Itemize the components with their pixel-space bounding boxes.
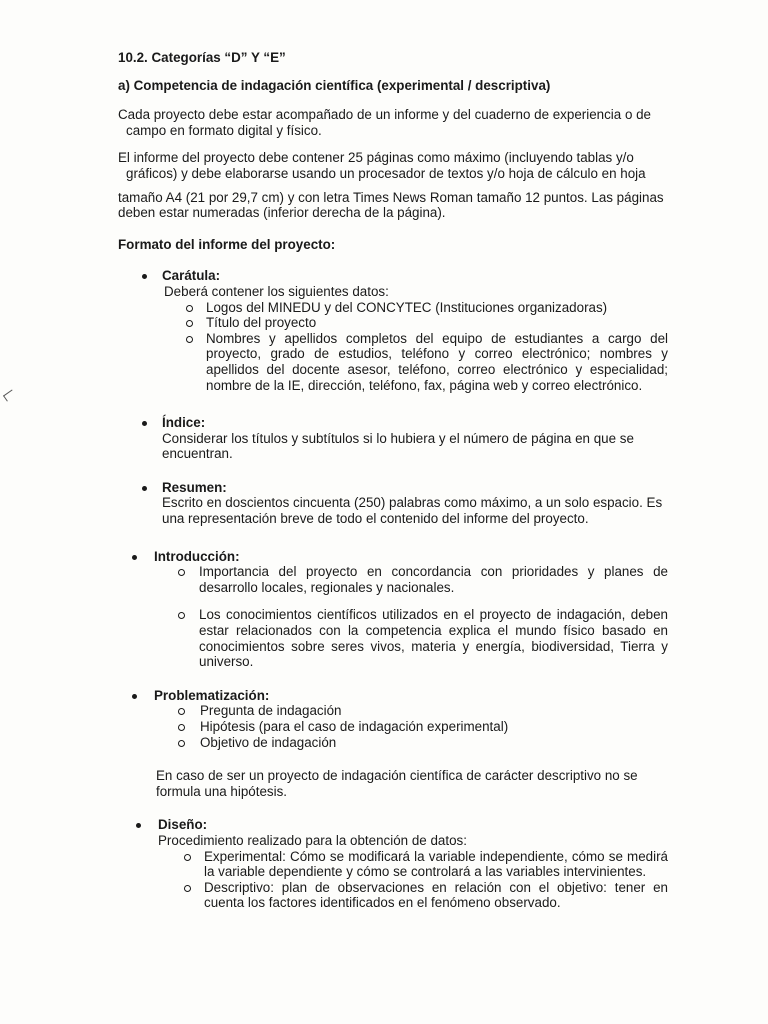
sub-bullet-circle [186, 305, 193, 312]
bullet-dot [136, 823, 141, 828]
resumen-text: Escrito en doscientos cincuenta (250) palabras como máximo, a un solo espacio. Es una representación breve de todo el contenido del informe del proyecto. [162, 495, 663, 527]
paragraph-1: Cada proyecto debe estar acompañado de un informe y del cuaderno de experiencia o de campo en formato digital y físico. [118, 107, 652, 138]
resumen-title: Resumen: [162, 479, 227, 495]
diseno-item-1 [158, 849, 668, 880]
caratula-section [118, 268, 668, 393]
diseno-item-text: Descriptivo: plan de observaciones en relación con el objetivo: tener en cuenta los factores identificados en el fenómeno observado. [204, 879, 668, 911]
sub-bullet-circle [178, 569, 185, 576]
resumen-section [118, 480, 668, 527]
sub-bullet-circle [178, 612, 185, 619]
sub-bullet-circle [184, 854, 191, 861]
caratula-item-text: Nombres y apellidos completos del equipo de estudiantes a cargo del proyecto, grado de estudios, teléfono y correo electrónico; nombres y apellidos del docente asesor, teléfono, correo electrónico y especialidad; nombre de la IE, dirección, teléfono, fax, página web y correo electrónico. [206, 330, 668, 393]
indice-title: Índice: [162, 415, 206, 431]
introduccion-section [118, 549, 668, 670]
sub-bullet-circle [184, 885, 191, 892]
sub-bullet-circle [178, 708, 185, 715]
problematizacion-section [118, 688, 668, 800]
diseno-intro: Procedimiento realizado para la obtención de datos: [158, 832, 467, 848]
problematizacion-item-text: Hipótesis (para el caso de indagación experimental) [200, 719, 509, 734]
problematizacion-item-3 [154, 735, 668, 751]
diseno-item-2 [158, 880, 668, 911]
sub-bullet-circle [186, 320, 193, 327]
sub-bullet-circle [178, 724, 185, 731]
problematizacion-item-2 [154, 719, 668, 735]
diseno-item-text: Experimental: Cómo se modificará la variable independiente, cómo se medirá la variable dependiente y cómo se controlará a las variables intervinientes. [204, 848, 668, 880]
paragraph-3: tamaño A4 (21 por 29,7 cm) y con letra Times News Roman tamaño 12 puntos. Las páginas deben estar numeradas (inferior derecha de la página). [118, 189, 664, 221]
caratula-title: Carátula: [162, 268, 221, 284]
problematizacion-item-text: Pregunta de indagación [200, 703, 342, 719]
problematizacion-item-1 [154, 703, 668, 719]
caratula-item-text: Título del proyecto [206, 315, 317, 331]
introduccion-title: Introducción: [154, 548, 240, 564]
section-subheading: a) Competencia de indagación científica (experimental / descriptiva) [118, 77, 551, 93]
paragraph-2: El informe del proyecto debe contener 25 páginas como máximo (incluyendo tablas y/o gráficos) y debe elaborarse usando un procesador de textos y/o hoja de cálculo en hoja [118, 150, 646, 181]
margin-mark [3, 389, 16, 401]
sub-bullet-circle [186, 336, 193, 343]
diseno-section [118, 817, 668, 911]
diseno-title: Diseño: [158, 817, 208, 833]
introduccion-item-2 [154, 607, 668, 669]
introduccion-item-text: Importancia del proyecto en concordancia con prioridades y planes de desarrollo locales, regionales y nacionales. [199, 564, 668, 595]
bullet-dot [132, 555, 137, 560]
caratula-item-3 [162, 331, 668, 393]
bullet-dot [142, 486, 147, 491]
caratula-item-text: Logos del MINEDU y del CONCYTEC (Instituciones organizadoras) [206, 299, 608, 315]
problematizacion-title: Problematización: [154, 687, 270, 703]
format-title: Formato del informe del proyecto: [118, 236, 336, 252]
caratula-item-2 [162, 315, 668, 331]
indice-section [118, 415, 668, 462]
bullet-dot [142, 421, 147, 426]
sub-bullet-circle [178, 740, 185, 747]
caratula-item-1 [162, 300, 668, 316]
bullet-dot [132, 694, 137, 699]
indice-text: Considerar los títulos y subtítulos si lo hubiera y el número de página en que se encuentran. [162, 430, 634, 462]
caratula-intro: Deberá contener los siguientes datos: [164, 283, 389, 299]
section-heading: 10.2. Categorías “D” Y “E” [118, 50, 286, 65]
problematizacion-note: En caso de ser un proyecto de indagación científica de carácter descriptivo no se formula una hipótesis. [156, 768, 638, 799]
problematizacion-item-text: Objetivo de indagación [200, 734, 337, 750]
introduccion-item-1 [154, 564, 668, 595]
bullet-dot [142, 274, 147, 279]
introduccion-item-text: Los conocimientos científicos utilizados en el proyecto de indagación, deben estar relacionados con la competencia explica el mundo físico basado en conocimientos sobre seres vivos, materia y energía, biodiversidad, Tierra y universo. [199, 607, 668, 670]
